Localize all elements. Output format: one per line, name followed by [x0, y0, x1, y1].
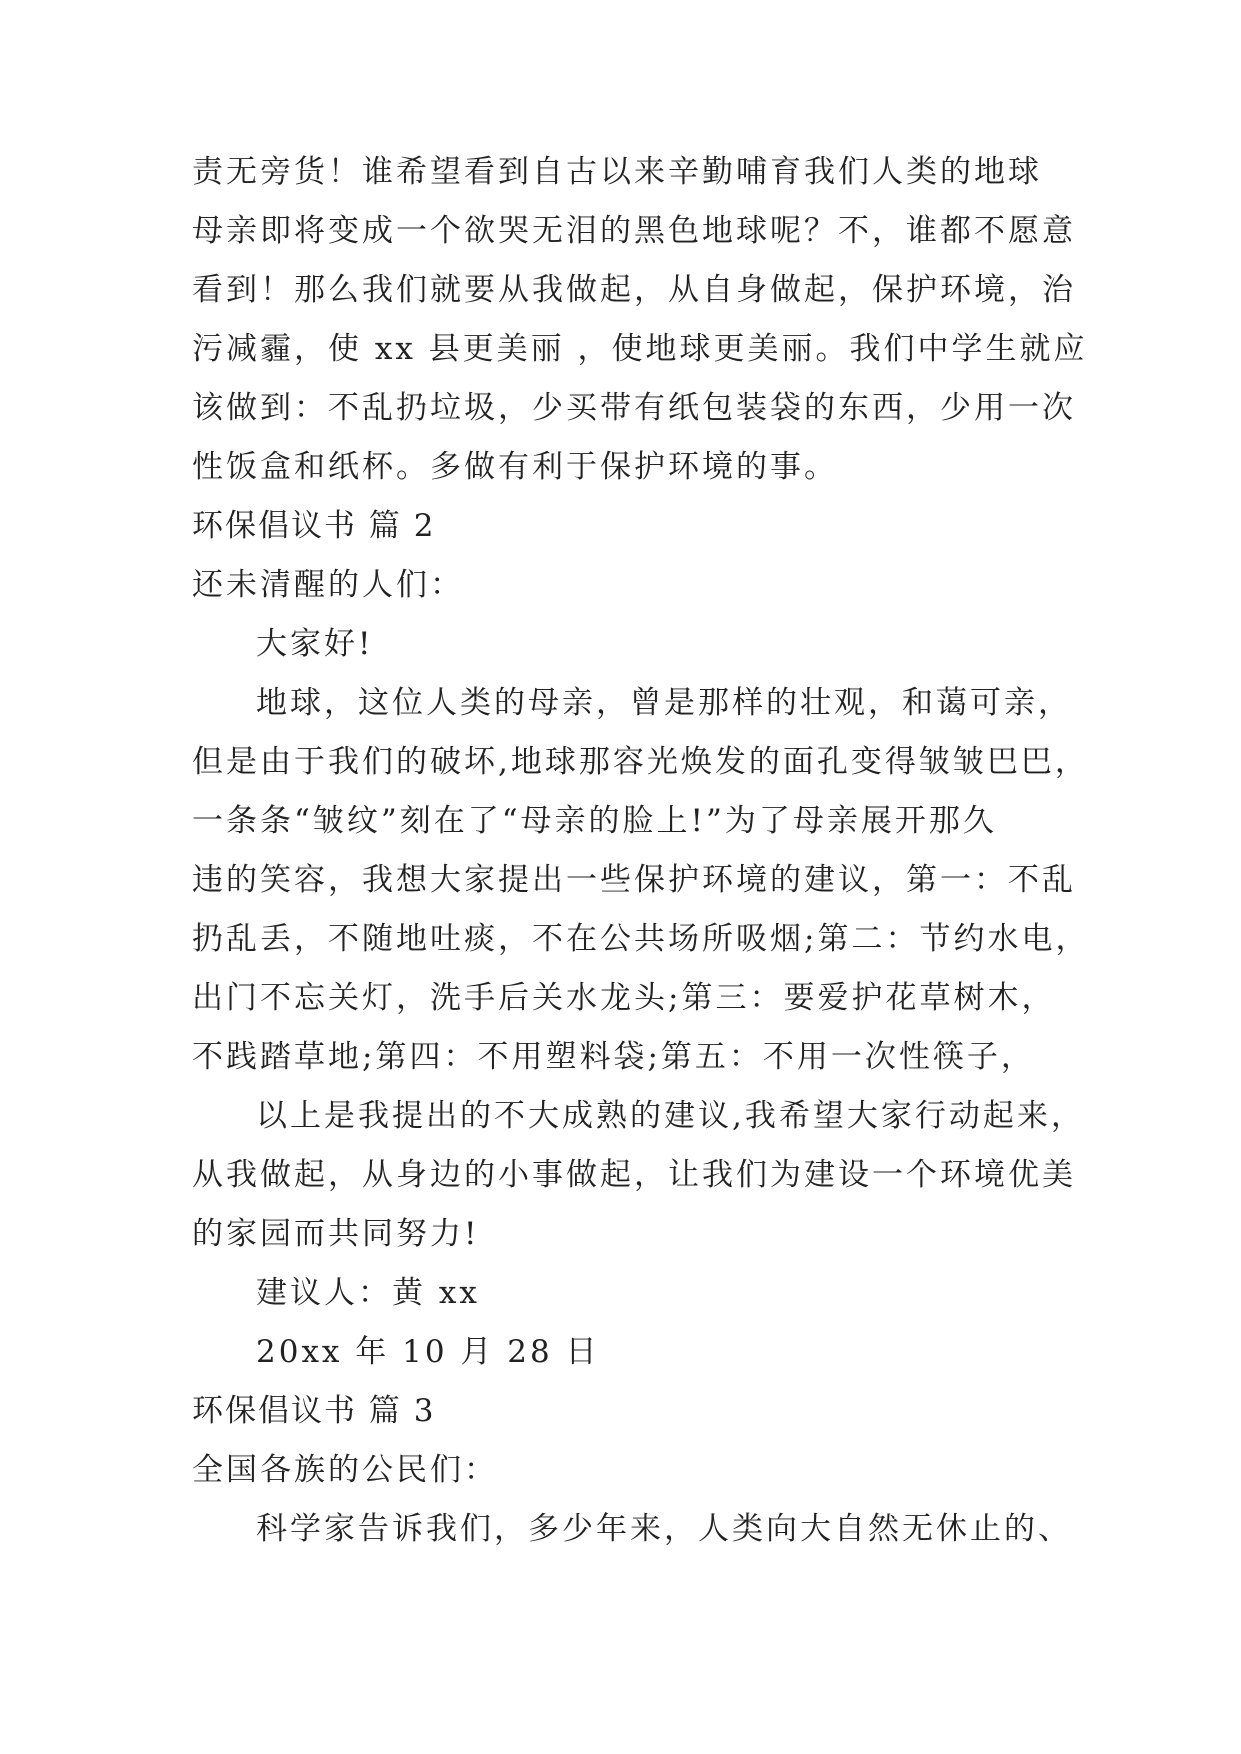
paragraph-line: 母亲即将变成一个欲哭无泪的黑色地球呢？不，谁都不愿意 — [192, 213, 1076, 249]
paragraph-line: 但是由于我们的破坏,地球那容光焕发的面孔变得皱皱巴巴， — [192, 744, 1089, 780]
paragraph-line: 从我做起，从身边的小事做起，让我们为建设一个环境优美 — [192, 1157, 1076, 1193]
paragraph-line: 不践踏草地;第四：不用塑料袋;第五：不用一次性筷子， — [192, 1039, 1035, 1075]
paragraph-line: 该做到：不乱扔垃圾，少买带有纸包装袋的东西，少用一次 — [192, 390, 1076, 426]
date-line: 20xx 年 10 月 28 日 — [256, 1334, 600, 1370]
salutation: 全国各族的公民们： — [192, 1452, 498, 1488]
paragraph-line: 以上是我提出的不大成熟的建议,我希望大家行动起来， — [256, 1098, 1085, 1134]
paragraph-line: 地球，这位人类的母亲，曾是那样的壮观，和蔼可亲， — [256, 685, 1072, 721]
section-heading: 环保倡议书 篇 3 — [192, 1393, 436, 1429]
paragraph-line: 一条条“皱纹”刻在了“母亲的脸上!”为了母亲展开那久 — [192, 803, 997, 839]
paragraph-line: 的家园而共同努力! — [192, 1216, 480, 1252]
paragraph-line: 性饭盒和纸杯。多做有利于保护环境的事。 — [192, 449, 838, 485]
paragraph-line: 出门不忘关灯，洗手后关水龙头;第三：要爱护花草树木， — [192, 980, 1056, 1016]
paragraph-line: 看到！那么我们就要从我做起，从自身做起，保护环境，治 — [192, 272, 1076, 308]
salutation: 还未清醒的人们： — [192, 567, 464, 603]
signature-line: 建议人：黄 xx — [256, 1275, 480, 1311]
paragraph-line: 违的笑容，我想大家提出一些保护环境的建议，第一：不乱 — [192, 862, 1076, 898]
paragraph-line: 科学家告诉我们，多少年来，人类向大自然无休止的、 — [256, 1511, 1072, 1547]
paragraph-line: 污减霾，使 xx 县更美丽 ，使地球更美丽。我们中学生就应 — [192, 331, 1088, 367]
section-heading: 环保倡议书 篇 2 — [192, 508, 436, 544]
greeting: 大家好! — [256, 626, 374, 662]
paragraph-line: 责无旁货！谁希望看到自古以来辛勤哺育我们人类的地球 — [192, 154, 1042, 190]
paragraph-line: 扔乱丢，不随地吐痰，不在公共场所吸烟;第二：节约水电， — [192, 921, 1090, 957]
